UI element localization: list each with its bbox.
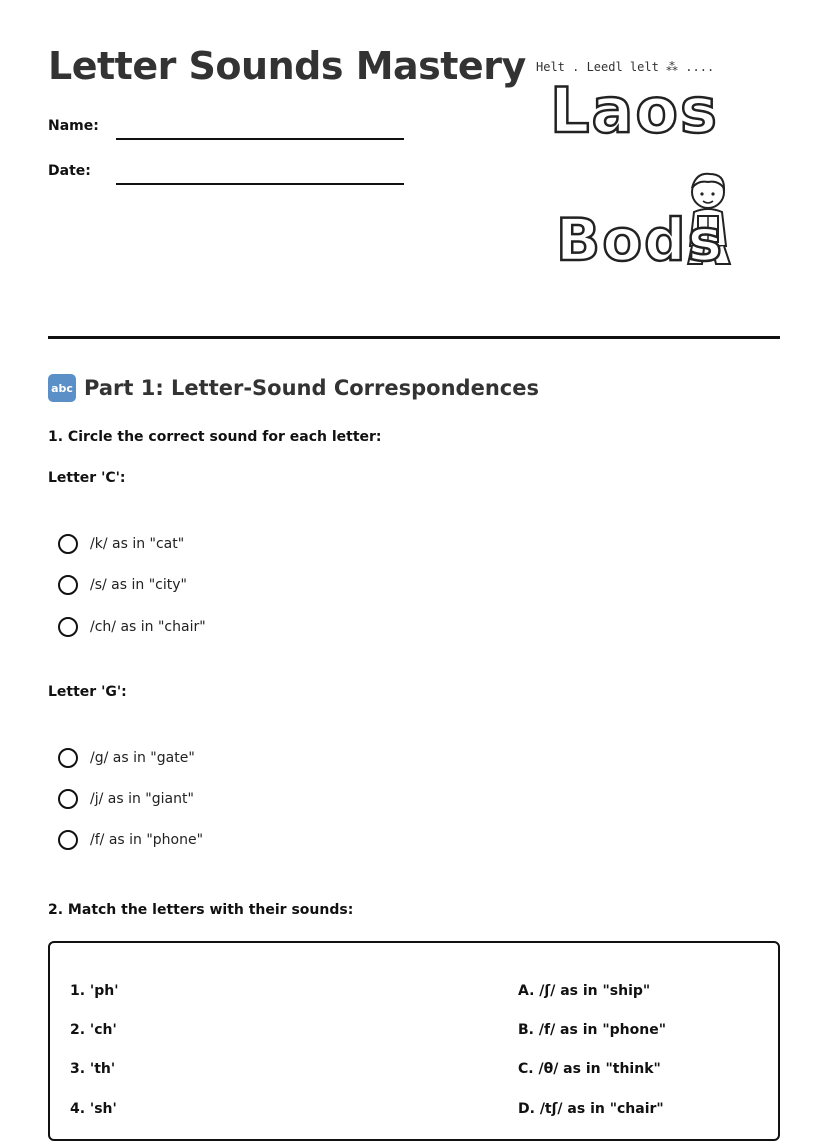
match-letter: 3. 'th' (70, 1061, 116, 1077)
option-label: /j/ as in "giant" (90, 791, 194, 807)
match-sound: D. /tʃ/ as in "chair" (518, 1101, 664, 1117)
option-label: /k/ as in "cat" (90, 536, 185, 552)
option-c-2[interactable] (58, 575, 187, 595)
match-sound: A. /ʃ/ as in "ship" (518, 983, 651, 999)
radio-circle[interactable] (58, 534, 78, 554)
radio-circle[interactable] (58, 617, 78, 637)
letter-c-label: Letter 'C': (48, 470, 126, 486)
match-letter: 1. 'ph' (70, 983, 119, 999)
part1-heading (48, 374, 539, 402)
logo-word-bottom: Bods (556, 206, 725, 274)
logo-word-top: Laos (550, 74, 719, 147)
match-sound: B. /f/ as in "phone" (518, 1022, 667, 1038)
date-label: Date: (48, 163, 91, 179)
radio-circle[interactable] (58, 830, 78, 850)
match-letter: 2. 'ch' (70, 1022, 117, 1038)
option-g-1[interactable] (58, 748, 195, 768)
logo-tagline: Helt . Leedl lelt ⁂ .... (536, 60, 715, 74)
option-label: /g/ as in "gate" (90, 750, 195, 766)
question-1-prompt: 1. Circle the correct sound for each letter: (48, 429, 382, 445)
section-divider (48, 336, 780, 339)
match-box (48, 941, 780, 1141)
date-field[interactable] (116, 183, 404, 185)
page-title: Letter Sounds Mastery (48, 44, 526, 88)
logo (530, 56, 750, 286)
part1-title: Part 1: Letter-Sound Correspondences (84, 376, 539, 400)
option-c-1[interactable] (58, 534, 184, 554)
option-label: /ch/ as in "chair" (90, 619, 206, 635)
match-letter: 4. 'sh' (70, 1101, 117, 1117)
question-2-prompt: 2. Match the letters with their sounds: (48, 902, 354, 918)
option-label: /f/ as in "phone" (90, 832, 204, 848)
option-c-3[interactable] (58, 617, 206, 637)
radio-circle[interactable] (58, 575, 78, 595)
name-field[interactable] (116, 138, 404, 140)
option-g-3[interactable] (58, 830, 203, 850)
radio-circle[interactable] (58, 789, 78, 809)
abc-icon: abc (48, 374, 76, 402)
letter-g-label: Letter 'G': (48, 684, 127, 700)
radio-circle[interactable] (58, 748, 78, 768)
option-g-2[interactable] (58, 789, 194, 809)
match-sound: C. /θ/ as in "think" (518, 1061, 661, 1077)
option-label: /s/ as in "city" (90, 577, 187, 593)
name-label: Name: (48, 118, 99, 134)
